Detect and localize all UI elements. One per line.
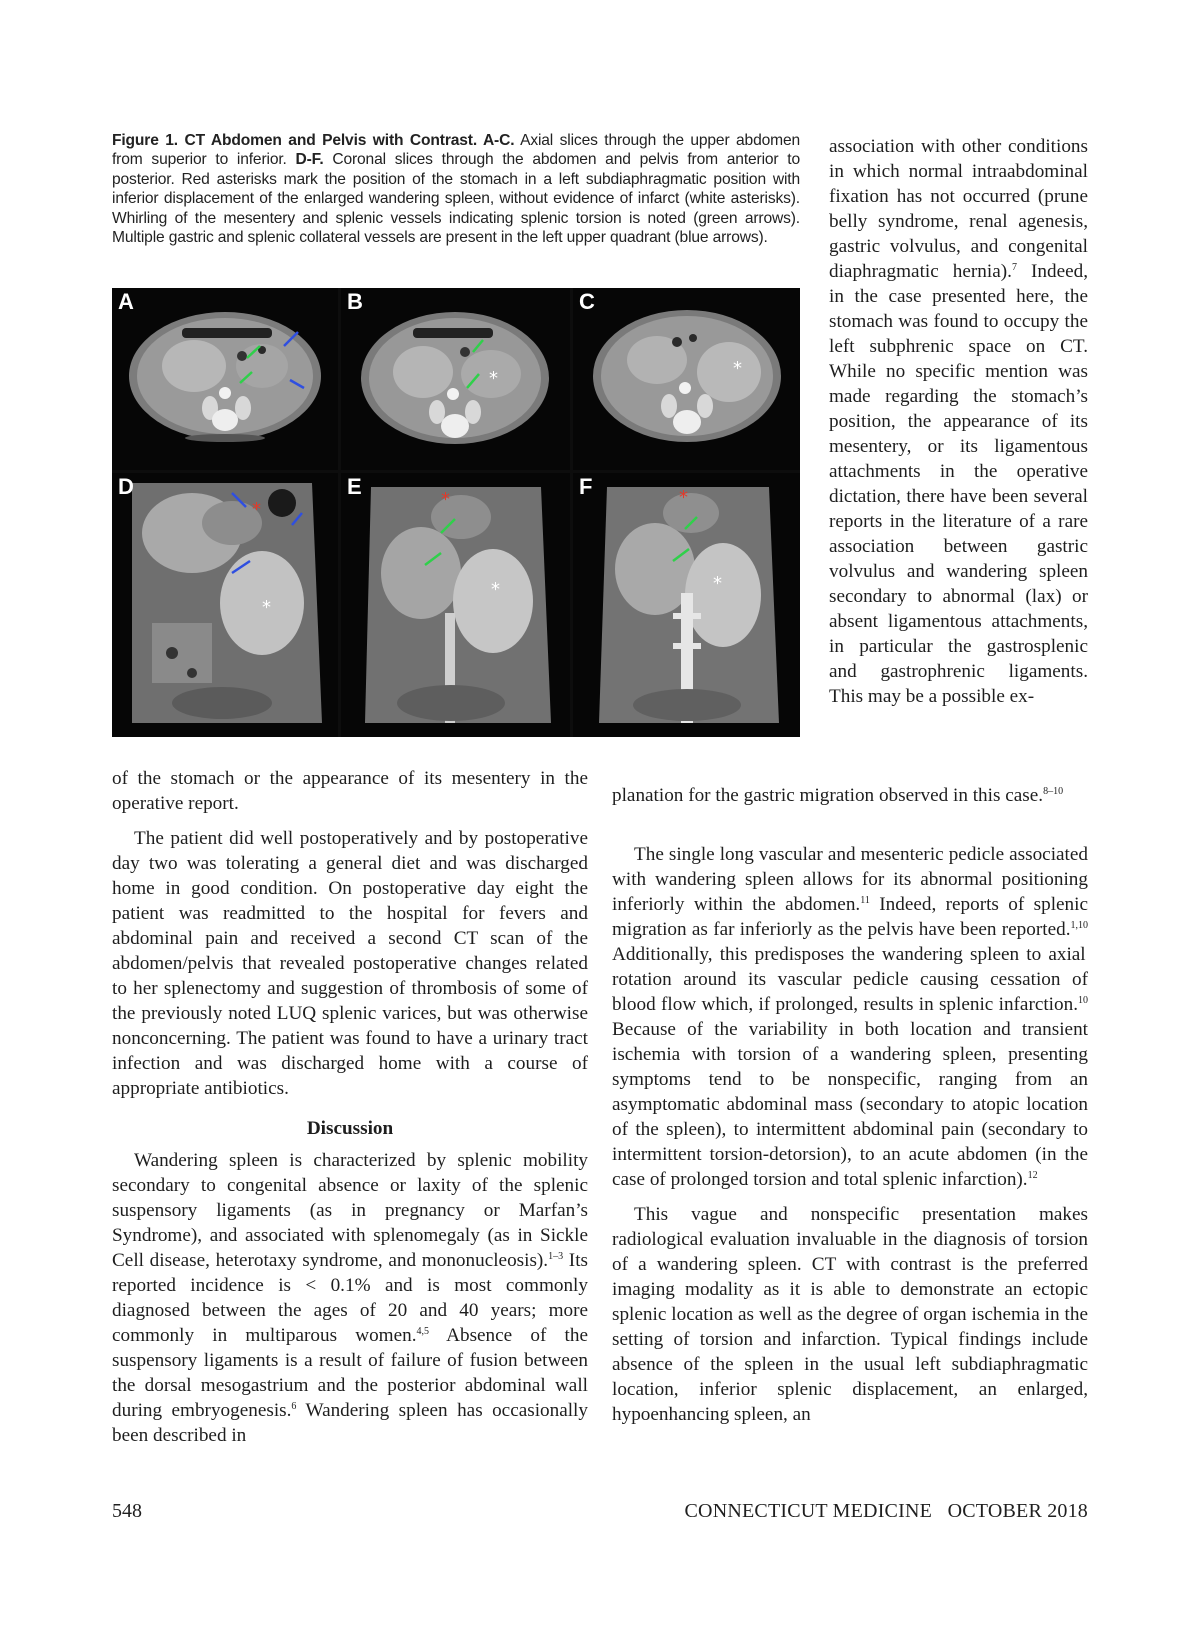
section-heading: Discussion [306, 1118, 394, 1139]
caption-text-1: Axial slices through the upper abdomen from superior to inferior. [112, 132, 800, 169]
panel-e [341, 473, 570, 737]
ct-figure [112, 288, 800, 737]
citation: 10 [1078, 995, 1088, 1006]
svg-text:*: * [713, 573, 722, 594]
panel-label-e: E [347, 474, 362, 499]
panel-c [573, 288, 800, 470]
coronal-ct-image-f [573, 473, 800, 737]
paragraph-text: Because of the variability in both location and transient ischemia with torsion of a wandering spleen, presenting symptoms tend to be nonspecific, ranging from an asymptomatic abdominal mass (secondary to atopic location of the spleen), to intermittent abdominal pain (secondary to intermittent torsion-detorsion), to an acute abdomen (in the case of prolonged torsion and total splenic infarction). [612, 1019, 1088, 1190]
paragraph-text: The single long vascular and mesenteric pedicle associated with wandering spleen allows for its abnormal positioning inferiorly within the abdomen. [612, 844, 1088, 915]
svg-text:*: * [252, 499, 261, 520]
panel-label-b: B [347, 289, 363, 314]
citation: 8–10 [1043, 786, 1064, 797]
citation: 1,10 [1070, 920, 1088, 931]
page-number: 548 [112, 1500, 142, 1522]
citation: 7 [1011, 262, 1017, 273]
citation: 1–3 [548, 1251, 564, 1262]
paragraph [612, 783, 1088, 808]
bridge-text [612, 783, 1088, 808]
panel-b [341, 288, 570, 470]
paragraph-text: association with other conditions in which normal intraabdominal fixation has not occurred (prune belly syndrome, renal agenesis, gastric volvulus, and congenital diaphragmatic hernia). [829, 136, 1088, 282]
svg-text:*: * [679, 487, 688, 508]
citation: 4,5 [416, 1326, 429, 1337]
paragraph-text: Indeed, in the case presented here, the stomach was found to occupy the left subphrenic space on CT. While no specific mention was made regarding the stomach’s position, the appearance of its mesentery, or its ligamentous attachments in the operative dictation, there have been several reports in the literature of a rare association between gastric volvulus and wandering spleen secondary to abnormal (lax) or absent ligamentous attachments, in particular the gastrosplenic and gastrophrenic ligaments. This may be a possible ex- [829, 261, 1088, 707]
paragraph-text: Additionally, this predisposes the wandering spleen to axial rotation around its vascular pedicle causing cessation of blood flow which, if prolonged, results in splenic infarction. [612, 944, 1088, 1015]
coronal-ct-image-e [341, 473, 570, 737]
paragraph-text: Absence of the suspensory ligaments is a result of failure of fusion between the dorsal mesogastrium and the posterior abdominal wall during embryogenesis. [112, 1325, 588, 1421]
axial-ct-image-c [573, 288, 800, 470]
paragraph [112, 1148, 588, 1448]
svg-text:*: * [262, 597, 271, 618]
panel-f [573, 473, 800, 737]
citation: 11 [860, 895, 870, 906]
axial-ct-image-a [112, 288, 338, 470]
panel-label-c: C [579, 289, 595, 314]
right-column [612, 842, 1088, 1427]
paragraph: of the stomach or the appearance of its mesentery in the operative report. [112, 768, 588, 814]
citation: 12 [1027, 1170, 1038, 1181]
svg-text:*: * [733, 358, 742, 379]
figure-caption [112, 131, 800, 247]
paragraph: The patient did well postoperatively and by postoperative day two was tolerating a general diet and was discharged home in good condition. On postoperative day eight the patient was readmitted to the hospital for fevers and abdominal pain and received a second CT scan of the abdomen/pelvis that revealed postoperative changes related to her splenectomy and suggestion of thrombosis of some of the previously noted LUQ splenic varices, but was otherwise nonconcerning. The patient was found to have a urinary tract infection and was discharged home with a course of appropriate antibiotics. [112, 828, 588, 1099]
caption-label: Figure 1. CT Abdomen and Pelvis with Contrast. A-C. [112, 132, 515, 149]
left-column [112, 766, 588, 1448]
svg-text:*: * [489, 368, 498, 389]
svg-text:*: * [491, 579, 500, 600]
paragraph: This vague and nonspecific presentation makes radiological evaluation invaluable in the diagnosis of torsion of a wandering spleen. CT with contrast is the preferred imaging modality as it is able to demonstrate an ectopic splenic location as well as the degree of organ ischemia in the setting of torsion and infarction. Typical findings include absence of the spleen in the usual left subdiaphragmatic location, inferior splenic displacement, an enlarged, hypoenhancing spleen, an [612, 1204, 1088, 1425]
right-narrow-column [829, 134, 1088, 709]
panel-label-a: A [118, 289, 134, 314]
paragraph-text: Wandering spleen is characterized by splenic mobility secondary to congenital absence or laxity of the splenic suspensory ligaments (as in pregnancy or Marfan’s Syndrome), and associated with splenomegaly (as in Sickle Cell disease, heterotaxy syndrome, and mononucleosis). [112, 1150, 588, 1271]
citation: 6 [291, 1401, 297, 1412]
svg-text:*: * [441, 489, 450, 510]
paragraph-text: Its reported incidence is < 0.1% and is most commonly diagnosed between the ages of 20 and 40 years; more commonly in multiparous women. [112, 1250, 588, 1346]
panel-label-d: D [118, 474, 134, 499]
paragraph-text: Indeed, reports of splenic migration as far inferiorly as the pelvis have been reported. [612, 894, 1088, 940]
paragraph [829, 134, 1088, 709]
caption-label-2: D-F. [295, 151, 324, 169]
caption-text-2: Coronal slices through the abdomen and pelvis from anterior to posterior. Red asterisks mark the position of the stomach in a left subdiaphragmatic position with inferior displacement of the enlarged wandering spleen, without evidence of infarct (white asterisks). Whirling of the mesentery and splenic vessels indicating splenic torsion is noted (green arrows). Multiple gastric and splenic collateral vessels are present in the left upper quadrant (blue arrows). [112, 151, 800, 247]
panel-label-f: F [579, 474, 593, 499]
panel-a [112, 288, 338, 470]
axial-ct-image-b [341, 288, 570, 470]
panel-d [112, 473, 338, 737]
paragraph-text: Wandering spleen has occasionally been described in [112, 1400, 588, 1446]
paragraph [612, 842, 1088, 1192]
journal-footer: CONNECTICUT MEDICINE OCTOBER 2018 [684, 1500, 1088, 1522]
paragraph-text: planation for the gastric migration observed in this case. [612, 785, 1044, 806]
coronal-ct-image-d [112, 473, 338, 737]
